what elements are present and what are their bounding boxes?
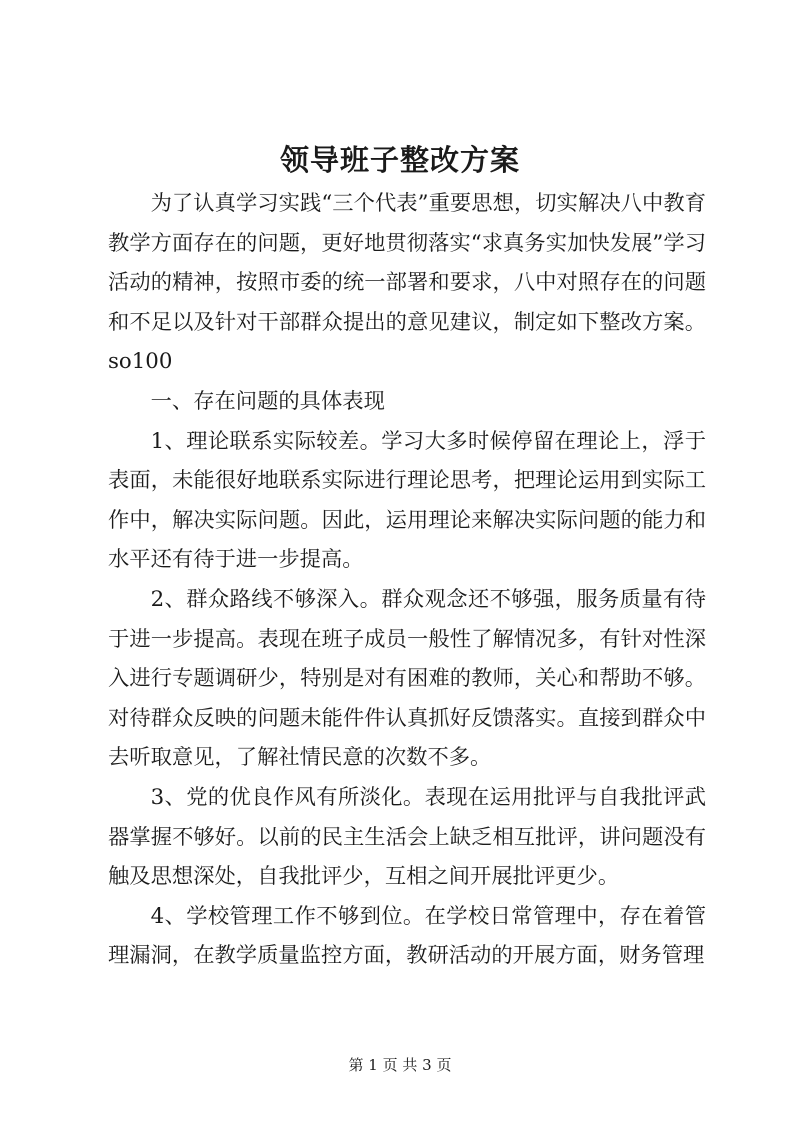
intro-paragraph: 为了认真学习实践“三个代表”重要思想，切实解决八中教育教学方面存在的问题，更好地贯彻落实“求真务实加快发展”学习活动的精神，按照市委的统一部署和要求，八中对照存在的问题和不足以及针对干部群众提出的意见建议，制定如下整改方案。so100 [108, 191, 706, 375]
page-footer: 第 1 页 共 3 页 [348, 1056, 452, 1074]
issue-paragraph-1: 1、理论联系实际较差。学习大多时候停留在理论上，浮于表面，未能很好地联系实际进行理论思考，把理论运用到实际工作中，解决实际问题。因此，运用理论来解决实际问题的能力和水平还有待于进一步提高。 [108, 428, 706, 573]
issue-paragraph-2: 2、群众路线不够深入。群众观念还不够强，服务质量有待于进一步提高。表现在班子成员一般性了解情况多，有针对性深入进行专题调研少，特别是对有困难的教师，关心和帮助不够。对待群众反映的问题未能件件认真抓好反馈落实。直接到群众中去听取意见，了解社情民意的次数不多。 [108, 586, 706, 771]
document-title: 领导班子整改方案 [279, 143, 520, 177]
section-heading: 一、存在问题的具体表现 [150, 388, 385, 414]
document-body [108, 184, 706, 976]
issue-paragraph-3: 3、党的优良作风有所淡化。表现在运用批评与自我批评武器掌握不够好。以前的民主生活会上缺乏相互批评，讲问题没有触及思想深处，自我批评少，互相之间开展批评更少。 [108, 784, 706, 890]
issue-paragraph-4: 4、学校管理工作不够到位。在学校日常管理中，存在着管理漏洞，在教学质量监控方面，教研活动的开展方面，财务管理 [108, 903, 706, 969]
